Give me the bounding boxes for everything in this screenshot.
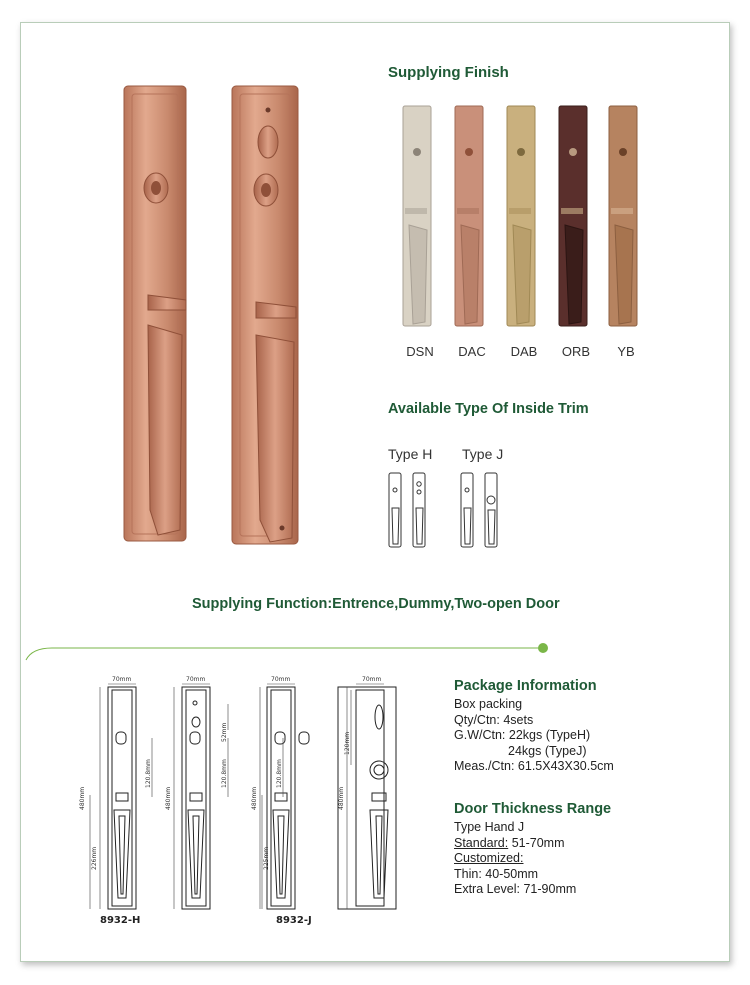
dim-width-2: 70mm — [186, 676, 206, 683]
finish-plate-dac — [455, 106, 483, 326]
door-thickness-block — [454, 820, 576, 898]
finish-plate-dab — [507, 106, 535, 326]
dim-width-4: 70mm — [362, 676, 382, 683]
package-line-2: Qty/Ctn: 4sets — [454, 712, 534, 727]
finish-plate-orb — [559, 106, 587, 326]
thickness-extra: Extra Level: 71-90mm — [454, 882, 577, 896]
dim-height-4: 480mm — [338, 786, 345, 810]
dim-height-1: 480mm — [79, 786, 86, 810]
thickness-thin: Thin: 40-50mm — [454, 866, 539, 881]
dim-226: 226mm — [91, 846, 98, 870]
thickness-line-1: Type Hand J — [454, 820, 525, 834]
main-product-image — [110, 80, 320, 550]
dim-120-2: 120.8mm — [221, 759, 228, 788]
finish-label-yb: YB — [617, 344, 635, 359]
dim-height-2: 480mm — [165, 786, 172, 810]
supplying-function-heading: Supplying Function:Entrence,Dummy,Two-open Door — [192, 596, 560, 612]
package-info-heading: Package Information — [454, 678, 597, 694]
door-thickness-heading: Door Thickness Range — [454, 801, 612, 817]
supplying-finish-heading: Supplying Finish — [388, 64, 509, 81]
thickness-standard — [454, 836, 576, 852]
finish-plate-yb — [609, 106, 637, 326]
technical-drawings — [72, 670, 432, 930]
package-line-4: 24kgs (TypeJ) — [508, 743, 587, 758]
finish-label-dac: DAC — [458, 344, 486, 359]
dim-52: 52mm — [221, 722, 228, 742]
package-line-5: Meas./Ctn: 61.5X43X30.5cm — [454, 759, 614, 773]
dim-120-1: 120.8mm — [145, 759, 152, 788]
dim-120-3: 120.8mm — [276, 759, 283, 788]
package-line-1: Box packing — [454, 697, 523, 711]
inside-trim-drawings — [385, 470, 515, 550]
finish-label-dab: DAB — [510, 344, 538, 359]
type-j-label: Type J — [462, 446, 504, 462]
finish-plate-dsn — [403, 106, 431, 326]
model-label-h: 8932-H — [100, 915, 141, 926]
section-divider — [22, 640, 582, 664]
package-line-3: G.W/Ctn: 22kgs (TypeH) — [454, 728, 591, 742]
finish-label-orb: ORB — [561, 344, 591, 359]
dim-120b: 120mm — [344, 731, 351, 755]
package-info-block — [454, 697, 614, 775]
dim-width-3: 70mm — [271, 676, 291, 683]
standard-label: Standard: — [454, 835, 509, 850]
dim-width-1: 70mm — [112, 676, 132, 683]
customized-label: Customized: — [454, 851, 524, 865]
finish-label-dsn: DSN — [406, 344, 434, 359]
dim-height-3: 480mm — [251, 786, 258, 810]
finish-swatches — [395, 100, 655, 330]
type-h-label: Type H — [388, 446, 433, 462]
inside-trim-heading: Available Type Of Inside Trim — [388, 401, 589, 417]
dim-225: 225mm — [263, 846, 270, 870]
standard-value: 51-70mm — [508, 835, 565, 850]
model-label-j: 8932-J — [276, 915, 312, 926]
